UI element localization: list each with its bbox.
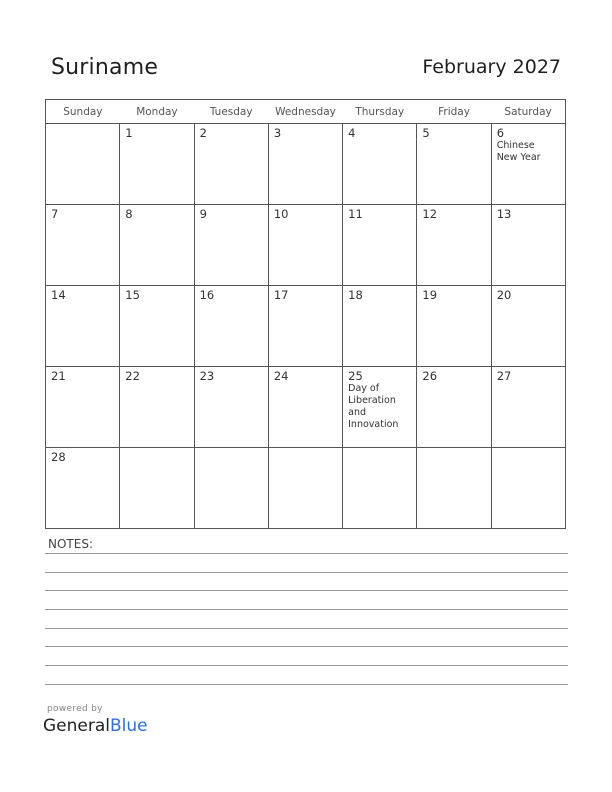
day-cell	[194, 124, 268, 205]
day-number: 14	[51, 288, 66, 302]
notes-line	[45, 646, 568, 647]
notes-line	[45, 590, 568, 591]
day-cell	[268, 367, 342, 448]
day-cell	[343, 205, 417, 286]
day-cell	[194, 286, 268, 367]
day-number: 7	[51, 207, 59, 221]
week-row	[46, 124, 566, 205]
day-cell	[417, 124, 491, 205]
day-cell	[417, 205, 491, 286]
logo-general: General	[43, 716, 110, 736]
weekday-thursday: Thursday	[343, 100, 417, 124]
day-number: 13	[496, 207, 512, 221]
notes-line	[45, 665, 568, 666]
day-cell	[268, 286, 342, 367]
day-cell	[120, 367, 194, 448]
day-number: 5	[422, 126, 430, 140]
day-cell	[343, 286, 417, 367]
day-number: 19	[422, 288, 438, 302]
weekday-wednesday: Wednesday	[268, 100, 342, 124]
notes-line	[45, 684, 568, 685]
logo-blue: Blue	[110, 716, 148, 736]
day-number: 1	[125, 126, 133, 140]
day-cell	[491, 205, 565, 286]
day-cell	[491, 448, 565, 529]
generalblue-logo	[43, 716, 148, 736]
weekday-tuesday: Tuesday	[194, 100, 268, 124]
weekday-sunday: Sunday	[46, 100, 120, 124]
day-number: 21	[51, 369, 66, 383]
day-cell	[46, 448, 120, 529]
day-number: 24	[273, 369, 289, 383]
week-row	[46, 286, 566, 367]
day-number: 9	[199, 207, 207, 221]
day-number: 15	[125, 288, 140, 302]
day-number: 28	[51, 450, 66, 464]
weekday-header-row	[46, 100, 566, 124]
day-number: 8	[125, 207, 133, 221]
day-number: 20	[496, 288, 512, 302]
day-number: 25	[348, 369, 363, 383]
day-number: 16	[199, 288, 215, 302]
week-row	[46, 448, 566, 529]
day-cell	[120, 286, 194, 367]
day-number: 2	[199, 126, 207, 140]
day-cell	[491, 124, 565, 205]
day-number: 4	[348, 126, 356, 140]
day-cell	[46, 286, 120, 367]
day-cell	[120, 205, 194, 286]
weekday-friday: Friday	[417, 100, 491, 124]
day-number: 12	[422, 207, 438, 221]
powered-by-text: powered by	[47, 704, 103, 714]
week-row	[46, 367, 566, 448]
day-number: 23	[199, 369, 215, 383]
day-number: 11	[348, 207, 363, 221]
day-cell	[194, 448, 268, 529]
day-cell	[46, 205, 120, 286]
day-number: 3	[273, 126, 282, 140]
calendar-grid	[45, 99, 566, 529]
day-cell	[268, 448, 342, 529]
day-cell	[194, 205, 268, 286]
month-title: February 2027	[422, 56, 561, 78]
day-cell	[343, 448, 417, 529]
day-cell	[417, 367, 491, 448]
weekday-saturday: Saturday	[491, 100, 565, 124]
day-cell	[343, 367, 417, 448]
day-number: 22	[125, 369, 140, 383]
holiday-label: Chinese New Year	[496, 140, 541, 163]
day-cell	[417, 448, 491, 529]
day-cell	[343, 124, 417, 205]
day-cell	[120, 448, 194, 529]
week-row	[46, 205, 566, 286]
day-number: 10	[273, 207, 289, 221]
country-title: Suriname	[51, 55, 159, 80]
notes-line	[45, 609, 568, 610]
day-cell	[417, 286, 491, 367]
notes-label: NOTES:	[48, 537, 93, 551]
day-cell	[268, 205, 342, 286]
day-number: 26	[422, 369, 438, 383]
day-number: 27	[496, 369, 512, 383]
day-cell	[268, 124, 342, 205]
day-cell	[46, 367, 120, 448]
day-number: 6	[496, 126, 505, 140]
day-cell	[46, 124, 120, 205]
day-cell	[120, 124, 194, 205]
notes-line	[45, 628, 568, 629]
notes-line	[45, 572, 568, 573]
day-cell	[491, 367, 565, 448]
day-cell	[491, 286, 565, 367]
day-number: 18	[348, 288, 363, 302]
weekday-monday: Monday	[120, 100, 194, 124]
holiday-label: Day of Liberation and Innovation	[348, 383, 399, 430]
day-number: 17	[273, 288, 289, 302]
day-cell	[194, 367, 268, 448]
notes-line	[45, 553, 568, 554]
